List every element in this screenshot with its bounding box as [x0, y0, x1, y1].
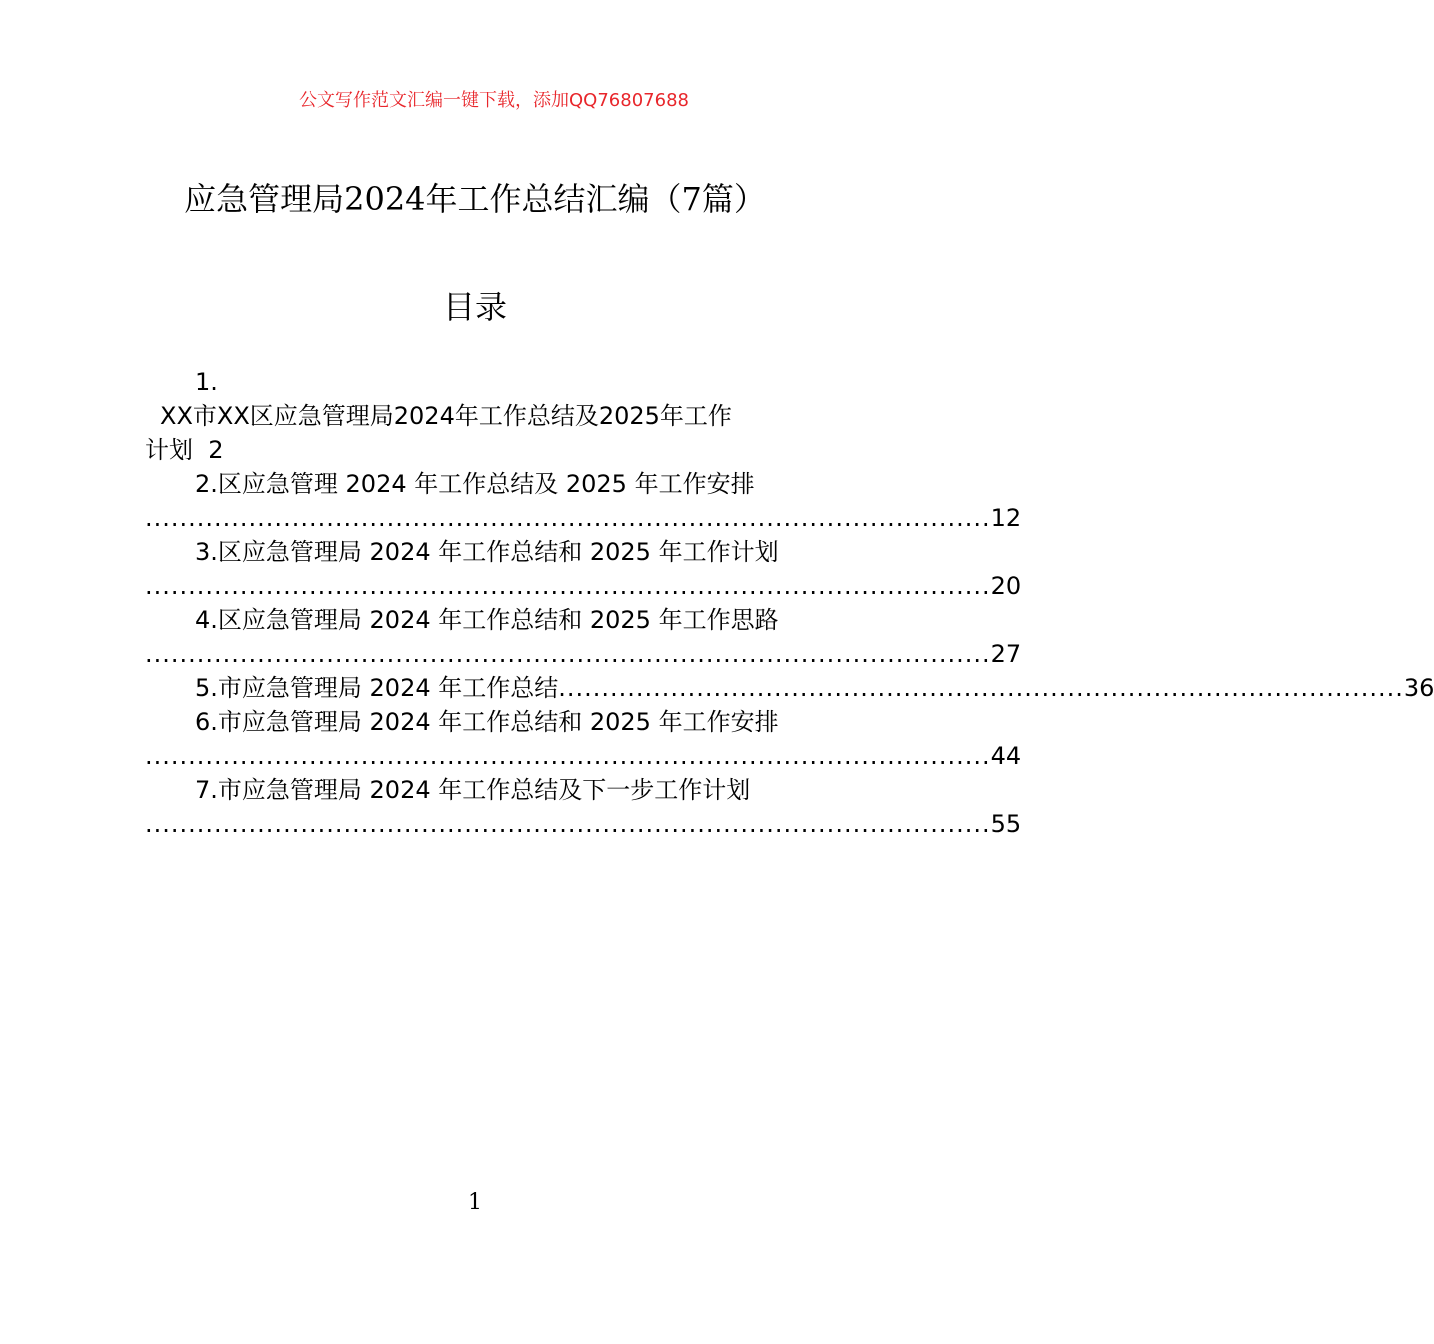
toc-entry-number: 1. [195, 368, 218, 396]
toc-entry-page: 20 [990, 572, 1022, 600]
toc-entry-4[interactable] [145, 603, 1022, 671]
document-title: 应急管理局2024年工作总结汇编（7篇） [184, 180, 766, 218]
toc-entry-continuation [145, 433, 805, 467]
toc-entry-page: 27 [990, 640, 1022, 668]
toc-entry-page: 44 [990, 742, 1022, 770]
toc-entry-page: 2 [208, 436, 224, 464]
toc-entry-title: 5.市应急管理局 2024 年工作总结 [195, 674, 559, 702]
toc-entry-3[interactable] [145, 535, 1022, 603]
toc-entry-2[interactable] [145, 467, 1022, 535]
toc-entry-5[interactable] [145, 671, 1434, 705]
dot-leader: .................................................................................................. [145, 640, 991, 668]
dot-leader: .................................................................................................. [145, 742, 991, 770]
toc-entry-title-tail: 计划 [145, 436, 193, 464]
toc-heading: 目录 [442, 288, 507, 326]
table-of-contents [145, 365, 1434, 841]
toc-entry-page: 36 [1403, 674, 1434, 702]
toc-entry-1[interactable] [145, 365, 805, 467]
toc-entry-title: 4.区应急管理局 2024 年工作总结和 2025 年工作思路 [195, 606, 779, 634]
toc-entry-leader [145, 739, 1022, 773]
dot-leader: .................................................................................................. [558, 674, 1404, 702]
toc-entry-leader [145, 569, 1022, 603]
toc-entry-leader [145, 807, 1022, 841]
toc-entry-title: 2.区应急管理 2024 年工作总结及 2025 年工作安排 [195, 470, 755, 498]
toc-entry-title: XX市XX区应急管理局2024年工作总结及2025年工作 [160, 402, 732, 430]
toc-entry-leader [145, 501, 1022, 535]
dot-leader: .................................................................................................. [145, 810, 991, 838]
download-notice: 公文写作范文汇编一键下载，添加QQ76807688 [299, 90, 689, 111]
toc-entry-title: 7.市应急管理局 2024 年工作总结及下一步工作计划 [195, 776, 751, 804]
toc-entry-page: 12 [990, 504, 1022, 532]
toc-entry-line [145, 671, 1434, 705]
dot-leader: .................................................................................................. [145, 504, 991, 532]
toc-entry-title: 3.区应急管理局 2024 年工作总结和 2025 年工作计划 [195, 538, 779, 566]
toc-entry-title: 6.市应急管理局 2024 年工作总结和 2025 年工作安排 [195, 708, 779, 736]
page-number: 1 [468, 1190, 482, 1215]
toc-entry-leader [145, 637, 1022, 671]
toc-entry-page: 55 [990, 810, 1022, 838]
toc-entry-7[interactable] [145, 773, 1022, 841]
toc-entry-6[interactable] [145, 705, 1022, 773]
dot-leader: .................................................................................................. [145, 572, 991, 600]
